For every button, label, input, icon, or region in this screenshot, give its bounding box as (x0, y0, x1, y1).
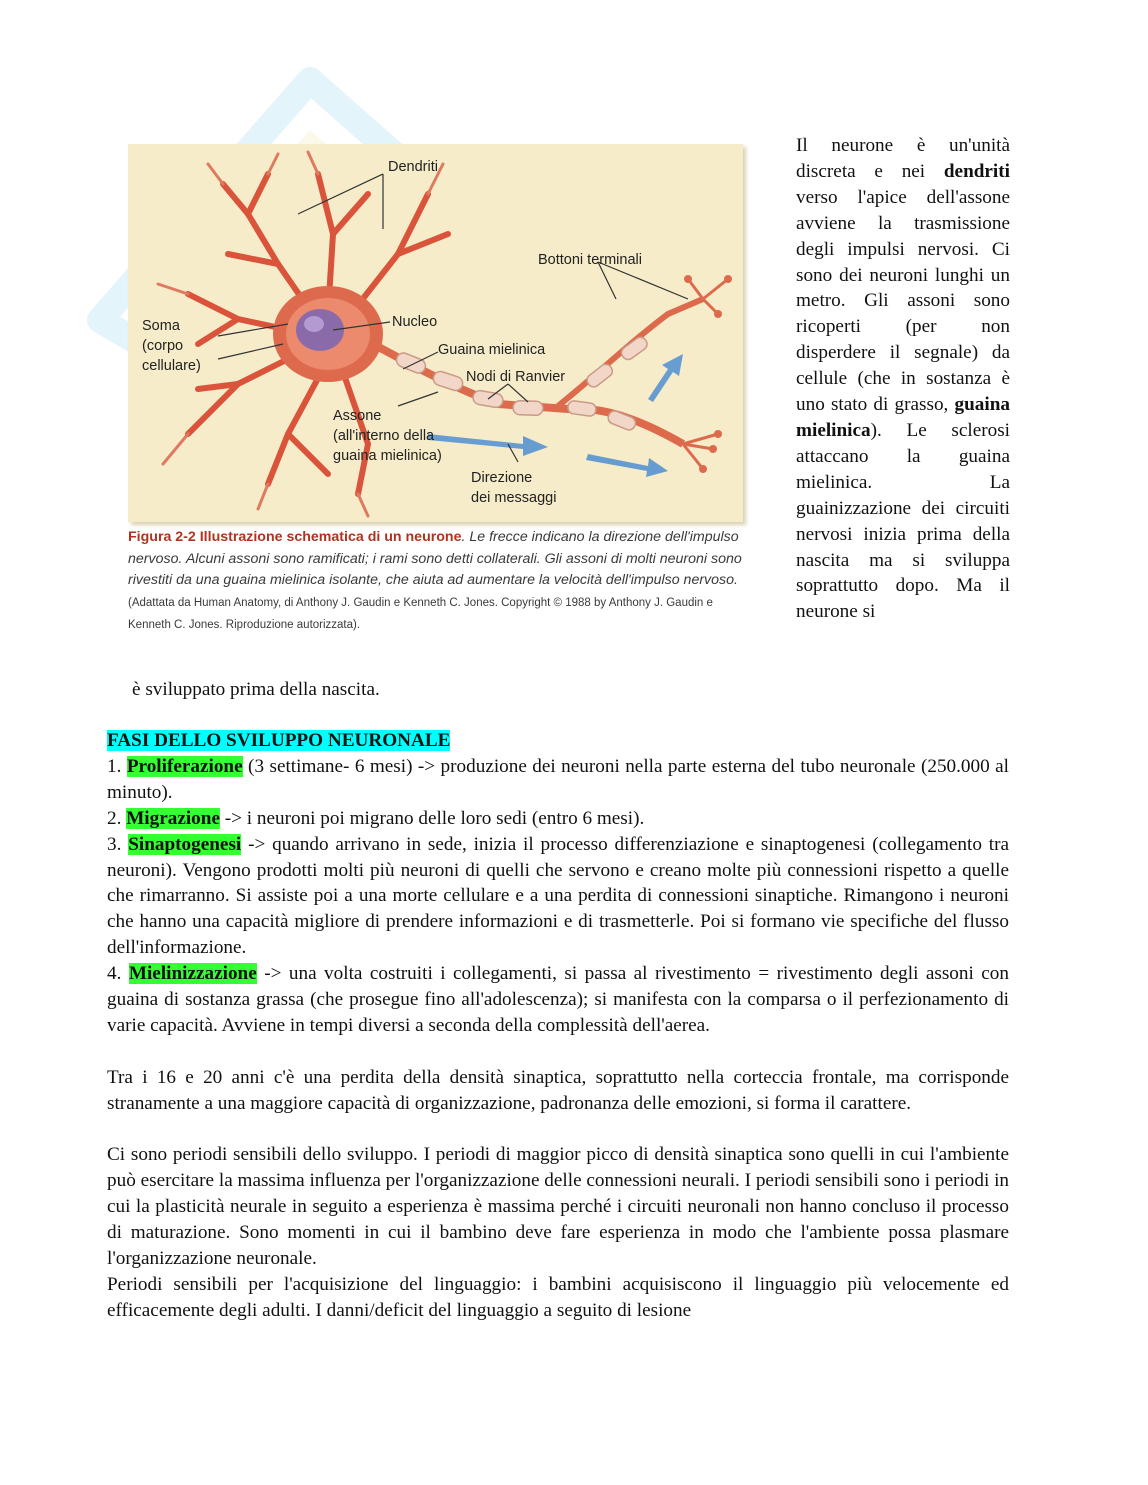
label-assone-3: guaina mielinica) (333, 448, 442, 464)
side-text-3: ). Le sclerosi attaccano la guaina mielinica. La guainizzazione dei circuiti nervosi inizia prima della nascita ma si sviluppa soprattutto dopo. Ma il neurone si (796, 419, 1010, 623)
label-soma-2: (corpo (142, 338, 184, 354)
label-soma-1: Soma (142, 318, 180, 334)
phase-term: Migrazione (126, 807, 220, 829)
phase-item (107, 832, 1009, 962)
phase-number: 3. (107, 833, 129, 855)
label-assone-2: (all'interno della (333, 428, 435, 444)
label-soma-3: cellulare) (142, 358, 201, 374)
phase-text: -> quando arrivano in sede, inizia il processo differenziazione e sinaptogenesi (collegamento tra neuroni). Vengono prodotti molti più neuroni di quelli che servono e creano molte più connessioni rispetto a quelle che rimarranno. Si assiste poi a una morte cellulare e a una perdita di connessioni sinaptiche. Rimangono i neuroni che hanno una capacità migliore di prendere informazioni e di trasmetterle. Poi si formano vie specifiche del flusso dell'informazione. (107, 833, 1009, 959)
caption-credit: (Adattata da Human Anatomy, di Anthony J. Gaudin e Kenneth C. Jones. Copyright © 1988 by Anthony J. Gaudin e Kenneth C. Jones. Riproduzione autorizzata). (128, 596, 713, 632)
side-paragraph (796, 133, 1010, 625)
label-nodi-ranvier: Nodi di Ranvier (466, 369, 566, 385)
paragraph-linguaggio: Periodi sensibili per l'acquisizione del linguaggio: i bambini acquisiscono il linguaggio più velocemente ed efficacemente degli adulti. I danni/deficit del linguaggio a seguito di lesione (107, 1274, 1009, 1321)
phase-text: -> i neuroni poi migrano delle loro sedi (entro 6 mesi). (219, 807, 645, 829)
caption-title: Figura 2-2 Illustrazione schematica di un neurone (128, 529, 462, 545)
phase-term: Sinaptogenesi (128, 833, 242, 855)
neuron-figure (128, 140, 748, 665)
paragraph-densita: Tra i 16 e 20 anni c'è una perdita della densità sinaptica, soprattutto nella corteccia frontale, ma corrisponde stranamente a una maggiore capacità di organizzazione, padronanza delle emozioni, si forma il carattere. (107, 1066, 1009, 1114)
label-bottoni-terminali: Bottoni terminali (538, 252, 642, 268)
label-dendriti: Dendriti (388, 159, 438, 175)
phase-item (107, 806, 1009, 832)
phase-number: 4. (107, 963, 129, 985)
side-paragraph-continuation: è sviluppato prima della nascita. (132, 679, 380, 700)
phase-text: -> una volta costruiti i collegamenti, si passa al rivestimento = rivestimento degli assoni con guaina di sostanza grassa (che prosegue fino all'adolescenza); si manifesta con la comparsa o il perfezionamento di varie capacità. Avviene in tempi diversi a seconda della complessità dell'aerea. (107, 963, 1009, 1036)
phase-item (107, 754, 1009, 806)
label-nucleo: Nucleo (392, 314, 438, 330)
figure-caption (128, 527, 746, 637)
phase-number: 1. (107, 755, 127, 777)
phase-number: 2. (107, 807, 127, 829)
side-bold-dendriti: dendriti (943, 160, 1010, 182)
label-direzione-1: Direzione (471, 470, 533, 486)
neuron-illustration (128, 144, 743, 522)
label-direzione-2: dei messaggi (471, 490, 557, 506)
section-heading: FASI DELLO SVILUPPO NEURONALE (107, 730, 451, 751)
side-text-1: Il neurone è un'unità discreta e nei (796, 135, 1010, 182)
phase-text: (3 settimane- 6 mesi) -> produzione dei neuroni nella parte esterna del tubo neuronale (250.000 al minuto). (107, 755, 1009, 803)
label-assone-1: Assone (333, 408, 382, 424)
paragraph-periodi-sensibili: Ci sono periodi sensibili dello sviluppo. I periodi di maggior picco di densità sinaptica sono quelli in cui l'ambiente può esercitare la massima influenza per l'organizzazione delle connessioni neurali. I periodi sensibili sono i periodi in cui la plasticità neurale in seguito a esperienza è massima perché i circuiti neuronali non hanno concluso il processo di maturazione. Sono momenti in cui il bambino deve fare esperienza in modo che l'ambiente possa plasmare l'organizzazione neuronale. (107, 1144, 1009, 1270)
phase-term: Mielinizzazione (128, 963, 257, 985)
phase-item (107, 961, 1009, 1039)
side-bold-guaina: guaina mielinica (796, 394, 1010, 441)
phase-term: Proliferazione (126, 755, 243, 777)
side-text-2: verso l'apice dell'assone avviene la trasmissione degli impulsi nervosi. Ci sono dei neuroni lunghi un metro. Gli assoni sono ricoperti (per non disperdere il segnale) da cellule (che in sostanza è uno stato di grasso, (796, 186, 1010, 416)
main-body (107, 728, 1009, 1324)
label-guaina-mielinica: Guaina mielinica (438, 342, 546, 358)
caption-text: . Le frecce indicano la direzione dell'impulso nervoso. Alcuni assoni sono ramificati; i rami sono detti collaterali. Gli assoni di molti neuroni sono rivestiti da una guaina mielinica isolante, che aiuta ad aumentare la velocità dell'impulso nervoso. (128, 529, 742, 589)
